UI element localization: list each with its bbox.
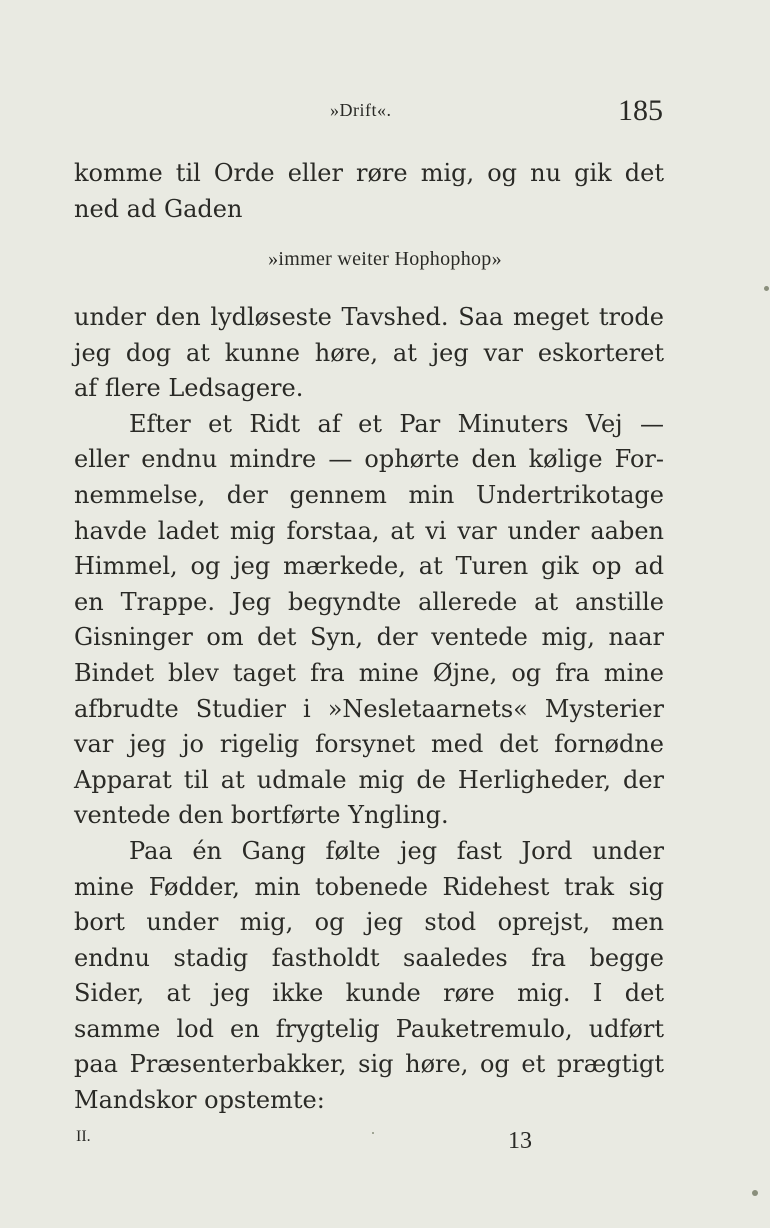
signature-mark: II.	[76, 1128, 91, 1145]
text-line: paa Præsenterbakker, sig høre, og et prægtigt	[74, 1050, 664, 1079]
text-line: bort under mig, og jeg stod oprejst, men	[74, 908, 664, 937]
text-line: ventede den bortførte Yngling.	[74, 801, 449, 830]
paper-speck	[752, 1190, 758, 1196]
text-line: nemmelse, der gennem min Undertrikotage	[74, 480, 664, 509]
text-line: Gisninger om det Syn, der ventede mig, naar	[74, 623, 664, 652]
text-line: endnu stadig fastholdt saaledes fra begge	[74, 943, 664, 972]
text-line: jeg dog at kunne høre, at jeg var eskorteret	[74, 338, 664, 367]
text-line: eller endnu mindre — ophørte den kølige For-	[74, 445, 664, 474]
text-line: Sider, at jeg ikke kunde røre mig. I det	[74, 979, 664, 1008]
text-line: en Trappe. Jeg begyndte allerede at anstille	[74, 587, 664, 616]
running-head	[0, 92, 770, 132]
text-line: Efter et Ridt af et Par Minuters Vej —	[129, 409, 664, 438]
text-line: samme lod en frygtelig Pauketremulo, udført	[74, 1014, 664, 1043]
text-line: Bindet blev taget fra mine Øjne, og fra mine	[74, 658, 664, 687]
text-line: Apparat til at udmale mig de Herligheder, der	[74, 765, 664, 794]
paragraph-continued	[74, 156, 664, 227]
text-line: Paa én Gang følte jeg fast Jord under	[129, 836, 664, 865]
body-paragraphs	[74, 300, 664, 1119]
text-line: under den lydløseste Tavshed. Saa meget trode	[74, 303, 664, 331]
page-number: 185	[618, 94, 663, 127]
paper-speck	[764, 286, 769, 291]
text-line: komme til Orde eller røre mig, og nu gik det	[74, 159, 664, 187]
text-line: havde ladet mig forstaa, at vi var under aaben	[74, 516, 664, 545]
text-line: mine Fødder, min tobenede Ridehest trak sig	[74, 872, 664, 901]
signature-number: 13	[508, 1128, 532, 1154]
running-title: »Drift«.	[330, 100, 392, 120]
text-line: afbrudte Studier i »Nesletaarnets« Mysterier	[74, 694, 664, 723]
text-line: ned ad Gaden	[74, 194, 243, 223]
quoted-verse: »immer weiter Hophophop»	[268, 248, 502, 270]
text-line: var jeg jo rigelig forsynet med det fornødne	[74, 730, 664, 759]
text-line: af flere Ledsagere.	[74, 374, 304, 403]
text-line: Mandskor opstemte:	[74, 1086, 325, 1115]
paper-speck	[372, 1132, 374, 1134]
text-line: Himmel, og jeg mærkede, at Turen gik op ad	[74, 552, 664, 581]
